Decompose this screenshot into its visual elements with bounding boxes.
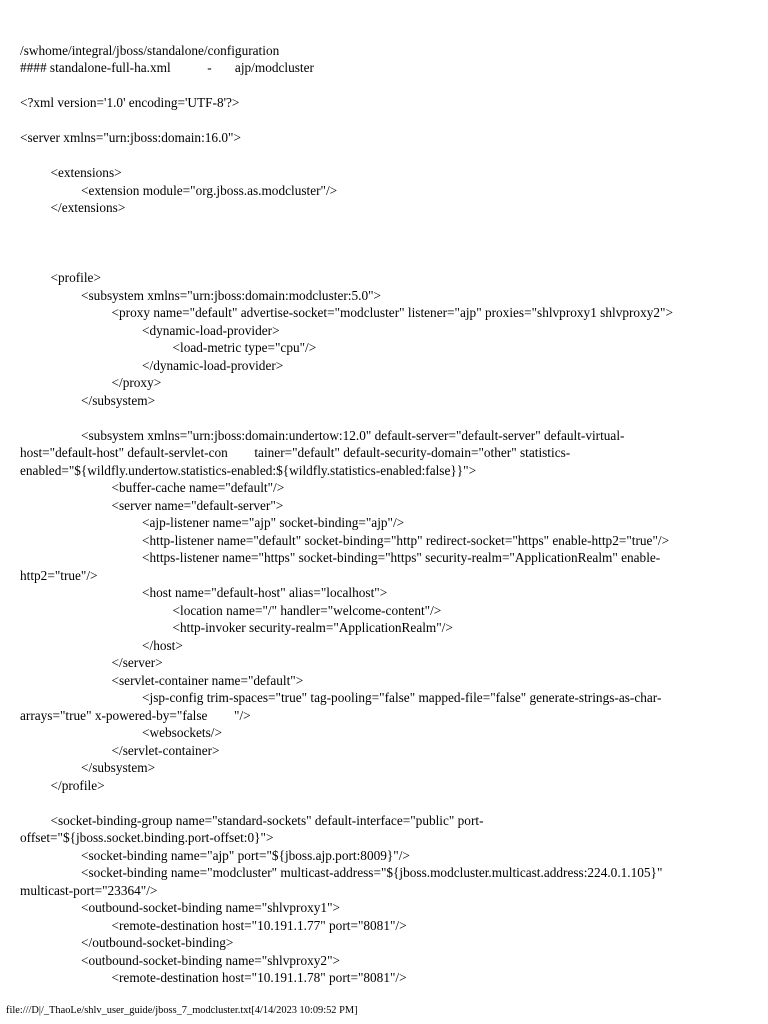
text-line: </host> (142, 637, 183, 653)
text-line: </servlet-container> (111, 742, 220, 758)
text-line: <outbound-socket-binding name="shlvproxy2"> (81, 952, 340, 968)
text-line: </server> (111, 655, 163, 670)
text-line: </subsystem> (81, 760, 156, 775)
text-line: <https-listener name="https" socket-binding="https" security-realm="ApplicationRealm" enable- (142, 550, 661, 565)
text-line: </profile> (50, 777, 105, 793)
text-line: </subsystem> (81, 392, 156, 408)
text-line: <ajp-listener name="ajp" socket-binding="ajp"/> (142, 515, 405, 530)
text-line: </proxy> (111, 375, 162, 390)
text-line: <socket-binding name="ajp" port="${jboss.ajp.port:8009}"/> (81, 847, 410, 863)
text-line: <subsystem xmlns="urn:jboss:domain:modcluster:5.0"> (81, 287, 382, 303)
text-line: arrays="true" x-powered-by="false "/> (20, 707, 251, 723)
text-line: http2="true"/> (20, 567, 98, 583)
text-line: <load-metric type="cpu"/> (172, 340, 317, 355)
text-line: <outbound-socket-binding name="shlvproxy1"> (81, 900, 340, 915)
text-line: <dynamic-load-provider> (142, 322, 280, 338)
text-line: </dynamic-load-provider> (142, 357, 284, 373)
text-line: <subsystem xmlns="urn:jboss:domain:undertow:12.0" default-server="default-server" default-virtual- (81, 427, 625, 443)
text-line: <host name="default-host" alias="localhost"> (142, 585, 388, 600)
text-line: <buffer-cache name="default"/> (111, 480, 285, 495)
text-line: <websockets/> (142, 725, 222, 740)
text-line: <jsp-config trim-spaces="true" tag-pooling="false" mapped-file="false" generate-strings-as-char- (142, 690, 662, 705)
text-line: <extension module="org.jboss.as.modcluster"/> (81, 182, 338, 198)
text-line: </extensions> (50, 200, 126, 215)
text-line: <proxy name="default" advertise-socket="modcluster" listener="ajp" proxies="shlvproxy1 shlvproxy2"> (111, 305, 673, 320)
text-line: multicast-port="23364"/> (20, 882, 158, 898)
text-line: enabled="${wildfly.undertow.statistics-enabled:${wildfly.statistics-enabled:false}}"> (20, 462, 477, 478)
text-line: </outbound-socket-binding> (81, 935, 234, 950)
text-line: <remote-destination host="10.191.1.78" port="8081"/> (111, 970, 407, 985)
text-line: <extensions> (50, 165, 122, 180)
text-line: <location name="/" handler="welcome-content"/> (172, 602, 442, 618)
text-line: <server xmlns="urn:jboss:domain:16.0"> (20, 130, 241, 145)
text-line: <socket-binding name="modcluster" multicast-address="${jboss.modcluster.multicast.address:224.0.1.105}" (81, 865, 663, 880)
text-line: /swhome/integral/jboss/standalone/configuration (20, 42, 280, 58)
text-line: <profile> (50, 270, 101, 285)
text-line: <remote-destination host="10.191.1.77" port="8081"/> (111, 917, 407, 933)
text-line: #### standalone-full-ha.xml - ajp/modcluster (20, 60, 314, 75)
text-line: offset="${jboss.socket.binding.port-offset:0}"> (20, 830, 274, 845)
text-line: host="default-host" default-servlet-con tainer="default" default-security-domain="other" statistics- (20, 445, 571, 460)
text-line: <http-listener name="default" socket-binding="http" redirect-socket="https" enable-http2="true"/> (142, 532, 670, 548)
text-line: <http-invoker security-realm="ApplicationRealm"/> (172, 620, 453, 635)
text-line: <server name="default-server"> (111, 497, 284, 513)
text-line: <socket-binding-group name="standard-sockets" default-interface="public" port- (50, 812, 484, 828)
text-line: <servlet-container name="default"> (111, 672, 304, 688)
print-footer: file:///D|/_ThaoLe/shlv_user_guide/jboss_7_modcluster.txt[4/14/2023 10:09:52 PM] (6, 1005, 358, 1016)
text-line: <?xml version='1.0' encoding='UTF-8'?> (20, 95, 240, 110)
